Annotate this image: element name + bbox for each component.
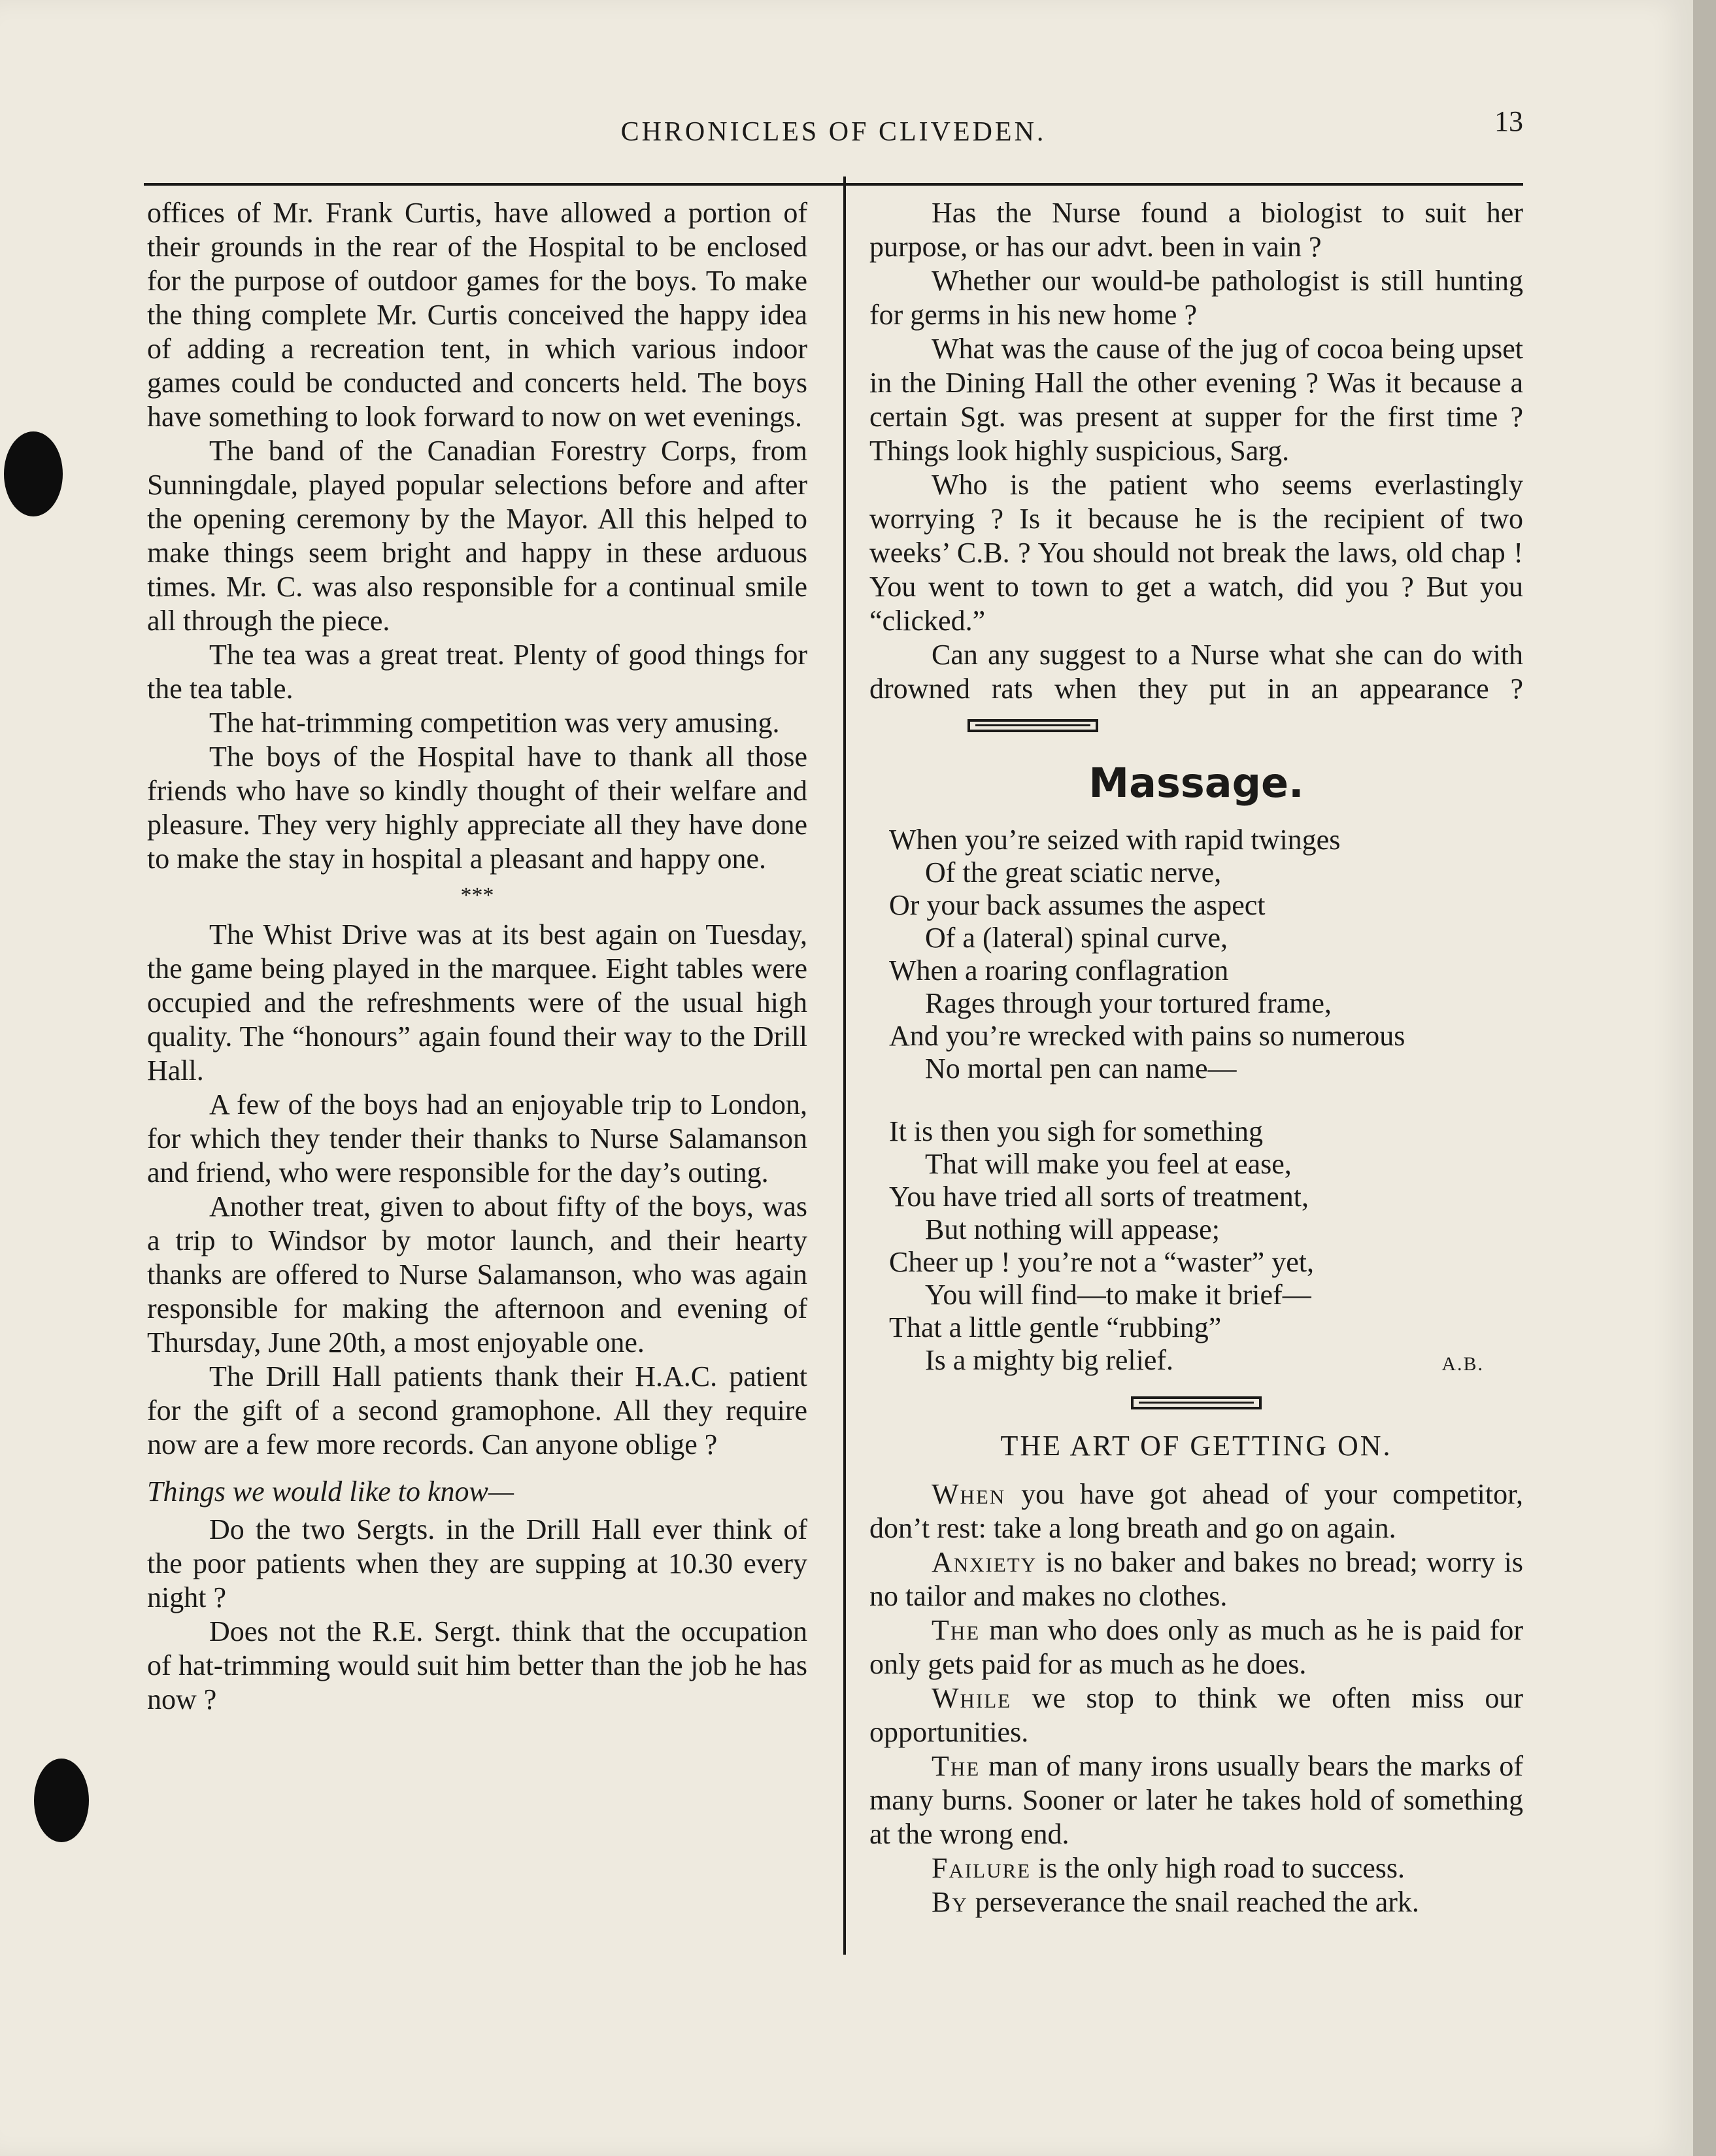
poem-title: Massage. <box>1088 759 1304 807</box>
poem-line: Of the great sciatic nerve, <box>925 856 1222 888</box>
poem-line: Is a mighty big relief. <box>925 1344 1174 1376</box>
paragraph: Whether our would-be pathologist is still hunting for germs in his new home ? <box>869 265 1523 331</box>
paragraph: The hat-trimming competition was very amusing. <box>209 707 780 739</box>
poem-line: It is then you sigh for something <box>889 1115 1263 1147</box>
paragraph: Who is the patient who seems everlastingly worrying ? Is it because he is the recipient of two weeks’ C.B. ? You should not break the laws, old chap ! You went to town to get a watch, did you ? But you “clicked.” <box>869 469 1523 637</box>
page-header <box>144 105 1523 157</box>
poem-line: Or your back assumes the aspect <box>889 889 1266 921</box>
maxim: Anxiety is no baker and bakes no bread; worry is no tailor and makes no clothes. <box>869 1546 1523 1612</box>
section-separator: *** <box>460 883 494 907</box>
paragraph: The band of the Canadian Forestry Corps, from Sunningdale, played popular selections before and after the opening ceremony by the Mayor. All this helped to make things seem bright and happy in these arduous times. Mr. C. was also responsible for a continual smile all through the piece. <box>147 435 807 637</box>
poem-line: Of a (lateral) spinal curve, <box>925 922 1228 954</box>
maxim: The man of many irons usually bears the marks of many burns. Sooner or later he takes hold of something at the wrong end. <box>869 1750 1523 1850</box>
poem-line: And you’re wrecked with pains so numerous <box>889 1020 1405 1052</box>
poem-line: That a little gentle “rubbing” <box>889 1311 1222 1343</box>
subheading: Things we would like to know— <box>147 1475 514 1508</box>
poem-line: That will make you feel at ease, <box>925 1148 1292 1180</box>
ornament-divider <box>967 719 1098 732</box>
paragraph: Has the Nurse found a biologist to suit her purpose, or has our advt. been in vain ? <box>869 197 1523 263</box>
left-column <box>147 196 807 1717</box>
running-title: CHRONICLES OF CLIVEDEN. <box>620 117 1047 147</box>
page-number: 13 <box>1494 105 1523 137</box>
maxim: Failure is the only high road to success. <box>932 1852 1405 1884</box>
page-edge <box>1693 0 1716 2156</box>
maxim: The man who does only as much as he is paid for only gets paid for as much as he does. <box>869 1614 1523 1680</box>
paragraph: A few of the boys had an enjoyable trip to London, for which they tender their thanks to Nurse Salamanson and friend, who were responsible for the day’s outing. <box>147 1088 807 1188</box>
punch-hole-bottom <box>34 1759 89 1842</box>
poem-line: No mortal pen can name— <box>925 1053 1237 1085</box>
poem-line: You will find—to make it brief— <box>925 1279 1311 1311</box>
ornament-divider <box>1131 1396 1262 1409</box>
article-title: THE ART OF GETTING ON. <box>1000 1430 1392 1462</box>
column-divider <box>843 177 846 1955</box>
paragraph: The Drill Hall patients thank their H.A.C. patient for the gift of a second gramophone. All they require now are a few more records. Can anyone oblige ? <box>147 1360 807 1460</box>
poem <box>889 824 1523 1377</box>
poem-last-line <box>889 1344 1523 1377</box>
paragraph: The boys of the Hospital have to thank all those friends who have so kindly thought of their welfare and pleasure. They very highly appreciate all they have done to make the stay in hospital a pleasant and happy one. <box>147 741 807 875</box>
paragraph: Do the two Sergts. in the Drill Hall ever think of the poor patients when they are supping at 10.30 every night ? <box>147 1513 807 1613</box>
punch-hole-top <box>4 431 63 516</box>
maxim: When you have got ahead of your competitor, don’t rest: take a long breath and go on again. <box>869 1478 1523 1544</box>
poem-signature: A.B. <box>1441 1353 1484 1375</box>
poem-line: When you’re seized with rapid twinges <box>889 824 1341 856</box>
poem-line: Rages through your tortured frame, <box>925 987 1332 1019</box>
paragraph: The tea was a great treat. Plenty of good things for the tea table. <box>147 639 807 705</box>
poem-line: You have tried all sorts of treatment, <box>889 1181 1309 1213</box>
right-column <box>869 196 1523 1919</box>
paragraph: The Whist Drive was at its best again on Tuesday, the game being played in the marquee. Eight tables were occupied and the refreshments were of the usual high quality. The “honours” again found their way to the Drill Hall. <box>147 918 807 1086</box>
poem-line: But nothing will appease; <box>925 1213 1220 1245</box>
paragraph <box>869 638 1523 740</box>
paragraph: offices of Mr. Frank Curtis, have allowed a portion of their grounds in the rear of the Hospital to be enclosed for the purpose of outdoor games for the boys. To make the thing complete Mr. Curtis conceived the happy idea of adding a recreation tent, in which various indoor games could be conducted and concerts held. The boys have something to look forward to now on wet evenings. <box>147 197 807 433</box>
header-rule <box>144 183 1523 186</box>
poem-line: When a roaring conflagration <box>889 954 1229 986</box>
poem-line: Cheer up ! you’re not a “waster” yet, <box>889 1246 1314 1278</box>
maxim: While we stop to think we often miss our opportunities. <box>869 1682 1523 1748</box>
paragraph: Does not the R.E. Sergt. think that the occupation of hat-trimming would suit him better than the job he has now ? <box>147 1615 807 1715</box>
paragraph: What was the cause of the jug of cocoa being upset in the Dining Hall the other evening ? Was it because a certain Sgt. was present at supper for the first time ? Things look highly suspicious, Sarg. <box>869 333 1523 467</box>
maxim: By perseverance the snail reached the ark. <box>932 1886 1419 1918</box>
question-text: Can any suggest to a Nurse what she can do with drowned rats when they put in an appearance ? <box>869 639 1523 705</box>
paragraph: Another treat, given to about fifty of the boys, was a trip to Windsor by motor launch, and their hearty thanks are offered to Nurse Salamanson, who was again responsible for making the afternoon and evening of Thursday, June 20th, a most enjoyable one. <box>147 1190 807 1358</box>
